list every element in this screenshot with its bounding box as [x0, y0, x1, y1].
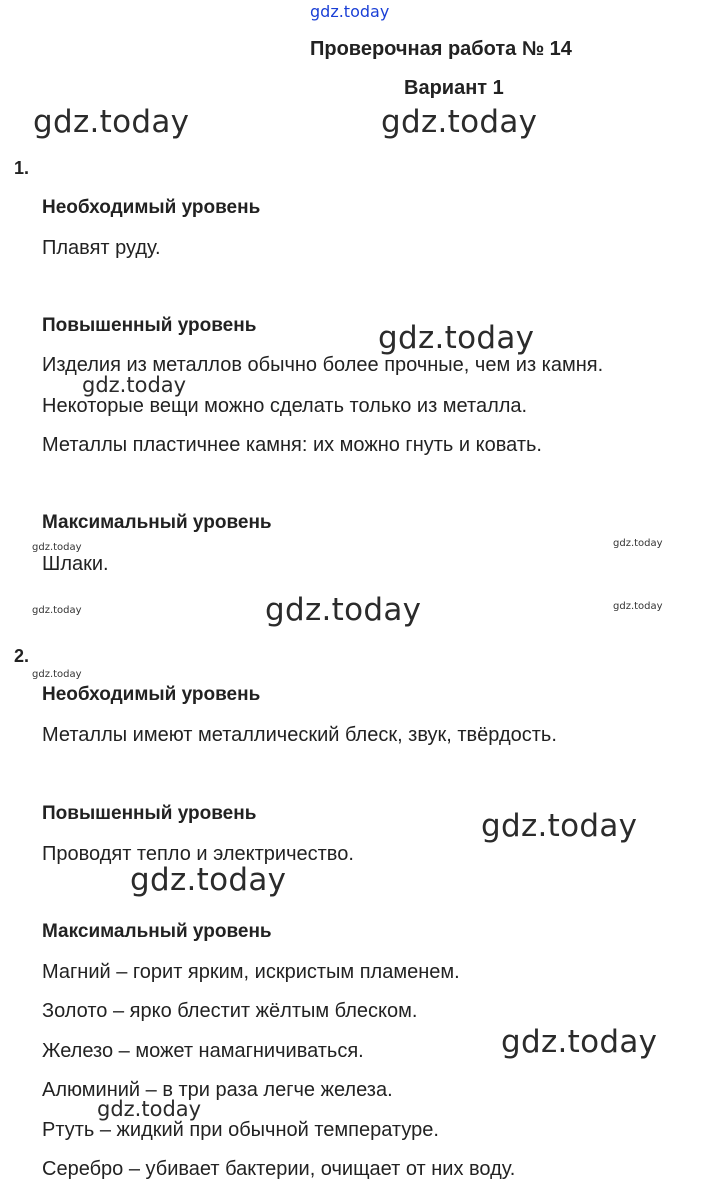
answer-line: Золото – ярко блестит жёлтым блеском. — [42, 1000, 418, 1022]
answer-line: Ртуть – жидкий при обычной температуре. — [42, 1119, 439, 1141]
level-heading: Повышенный уровень — [42, 315, 257, 336]
level-heading: Максимальный уровень — [42, 512, 272, 533]
level-heading: Повышенный уровень — [42, 803, 257, 824]
watermark: gdz.today — [82, 373, 187, 397]
watermark: gdz.today — [501, 1024, 658, 1060]
answer-line: Магний – горит ярким, искристым пламенем. — [42, 961, 460, 983]
watermark: gdz.today — [32, 669, 82, 680]
answer-line: Проводят тепло и электричество. — [42, 843, 354, 865]
watermark: gdz.today — [265, 592, 422, 628]
page-title: Проверочная работа № 14 — [310, 38, 572, 60]
answer-line: Металлы пластичнее камня: их можно гнуть и ковать. — [42, 434, 542, 456]
level-heading: Необходимый уровень — [42, 684, 261, 705]
watermark: gdz.today — [32, 605, 82, 616]
watermark: gdz.today — [32, 542, 82, 553]
top-watermark: gdz.today — [310, 2, 390, 21]
watermark: gdz.today — [378, 320, 535, 356]
watermark: gdz.today — [381, 104, 538, 140]
task-number: 1. — [14, 158, 30, 178]
answer-line: Шлаки. — [42, 553, 109, 575]
level-heading: Максимальный уровень — [42, 921, 272, 942]
watermark: gdz.today — [613, 538, 663, 549]
answer-line: Изделия из металлов обычно более прочные, чем из камня. — [42, 354, 604, 376]
answer-line: Железо – может намагничиваться. — [42, 1040, 364, 1062]
answer-line: Алюминий – в три раза легче железа. — [42, 1079, 393, 1101]
watermark: gdz.today — [130, 862, 287, 898]
level-heading: Необходимый уровень — [42, 197, 261, 218]
variant-label: Вариант 1 — [404, 77, 504, 99]
watermark: gdz.today — [33, 104, 190, 140]
answer-line: Плавят руду. — [42, 237, 161, 259]
answer-line: Некоторые вещи можно сделать только из металла. — [42, 395, 528, 417]
watermark: gdz.today — [613, 601, 663, 612]
answer-line: Металлы имеют металлический блеск, звук, твёрдость. — [42, 724, 557, 746]
task-number: 2. — [14, 646, 30, 666]
answer-line: Серебро – убивает бактерии, очищает от них воду. — [42, 1158, 516, 1180]
watermark: gdz.today — [97, 1097, 202, 1121]
watermark: gdz.today — [481, 808, 638, 844]
